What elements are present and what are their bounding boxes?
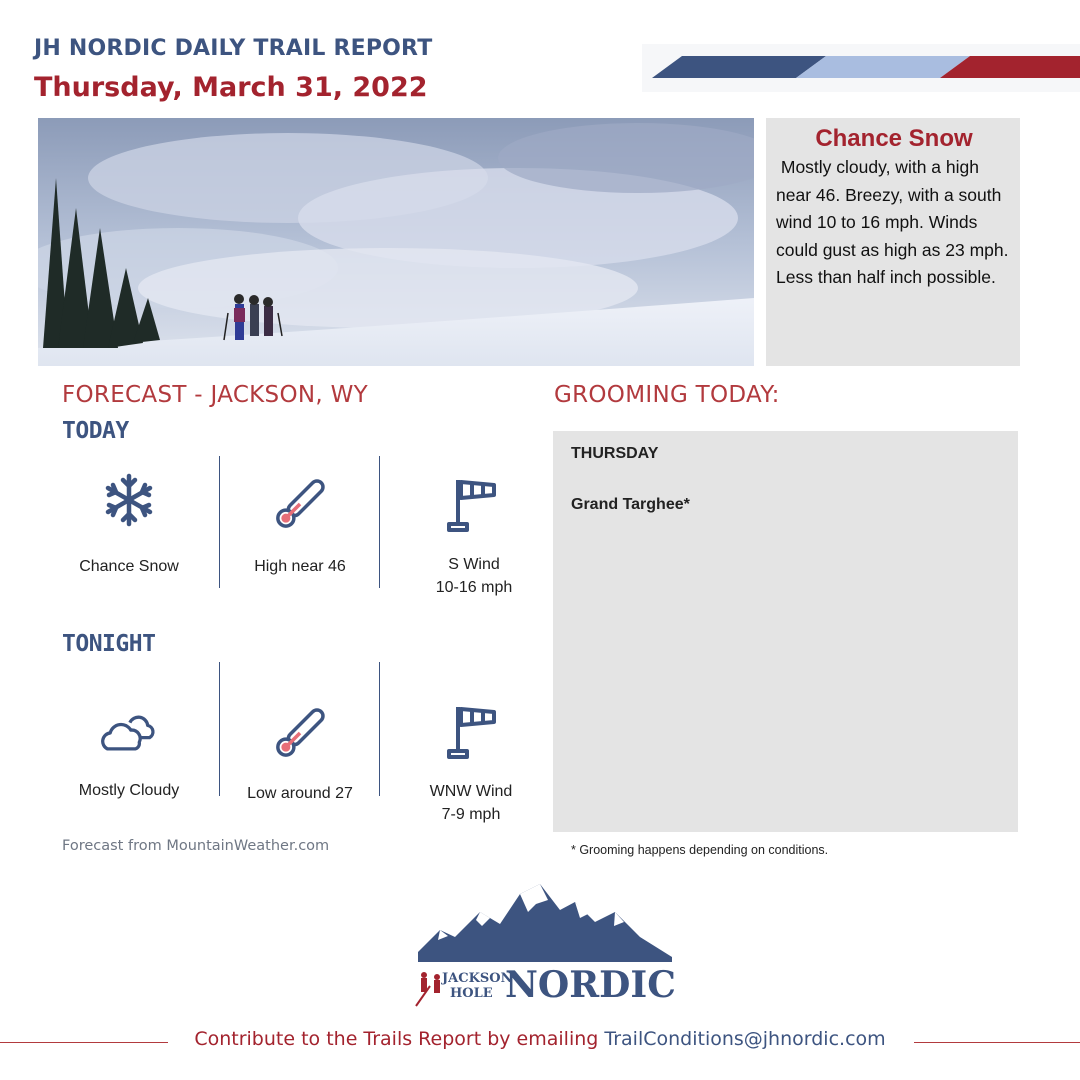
column-divider <box>219 662 220 796</box>
today-heading: TODAY <box>62 418 129 444</box>
today-temp: High near 46 <box>254 558 346 575</box>
report-date: Thursday, March 31, 2022 <box>34 72 428 103</box>
footer-contribute <box>0 1028 1080 1050</box>
logo-text-jackson: JACKSON <box>442 971 513 986</box>
grooming-heading: GROOMING TODAY: <box>554 382 780 408</box>
tonight-heading: TONIGHT <box>62 631 156 657</box>
windsock-icon <box>444 703 504 763</box>
today-condition: Chance Snow <box>79 558 179 575</box>
column-divider <box>219 456 220 588</box>
tonight-condition: Mostly Cloudy <box>78 782 180 799</box>
cloud-icon <box>98 702 158 762</box>
summary-text: Mostly cloudy, with a high near 46. Breezy, with a south wind 10 to 16 mph. Winds could gust as high as 23 mph. Less than half inch possible. <box>776 157 1014 287</box>
tonight-wind <box>396 780 546 826</box>
grooming-trail: Grand Targhee* <box>571 496 690 513</box>
tonight-temp: Low around 27 <box>247 785 353 802</box>
windsock-icon <box>444 476 504 536</box>
grooming-day: THURSDAY <box>571 445 659 462</box>
footer-lead-text: Contribute to the Trails Report by emailing <box>194 1028 599 1050</box>
grooming-panel <box>553 431 1018 832</box>
grooming-note: * Grooming happens depending on conditions. <box>571 843 829 857</box>
forecast-heading: FORECAST - JACKSON, WY <box>62 382 368 408</box>
skiers-photo <box>38 118 754 366</box>
today-wind-speed: 10-16 mph <box>435 579 513 596</box>
jackson-hole-nordic-logo <box>410 882 680 1012</box>
forecast-credit: Forecast from MountainWeather.com <box>62 838 330 854</box>
footer-email-link[interactable]: TrailConditions@jhnordic.com <box>604 1028 886 1050</box>
report-title: JH NORDIC DAILY TRAIL REPORT <box>34 36 433 61</box>
snowflake-icon <box>99 470 159 530</box>
header-stripes-decoration <box>642 44 1080 92</box>
today-wind <box>399 553 549 599</box>
tonight-wind-speed: 7-9 mph <box>441 806 501 823</box>
today-wind-direction: S Wind <box>448 556 500 573</box>
logo-text-hole: HOLE <box>450 986 493 1001</box>
tonight-wind-direction: WNW Wind <box>429 783 513 800</box>
thermometer-icon <box>270 474 330 534</box>
logo-text-nordic: NORDIC <box>505 964 676 1006</box>
column-divider <box>379 662 380 796</box>
summary-title: Chance Snow <box>815 125 973 152</box>
thermometer-icon <box>270 703 330 763</box>
forecast-summary-panel <box>766 118 1020 366</box>
column-divider <box>379 456 380 588</box>
